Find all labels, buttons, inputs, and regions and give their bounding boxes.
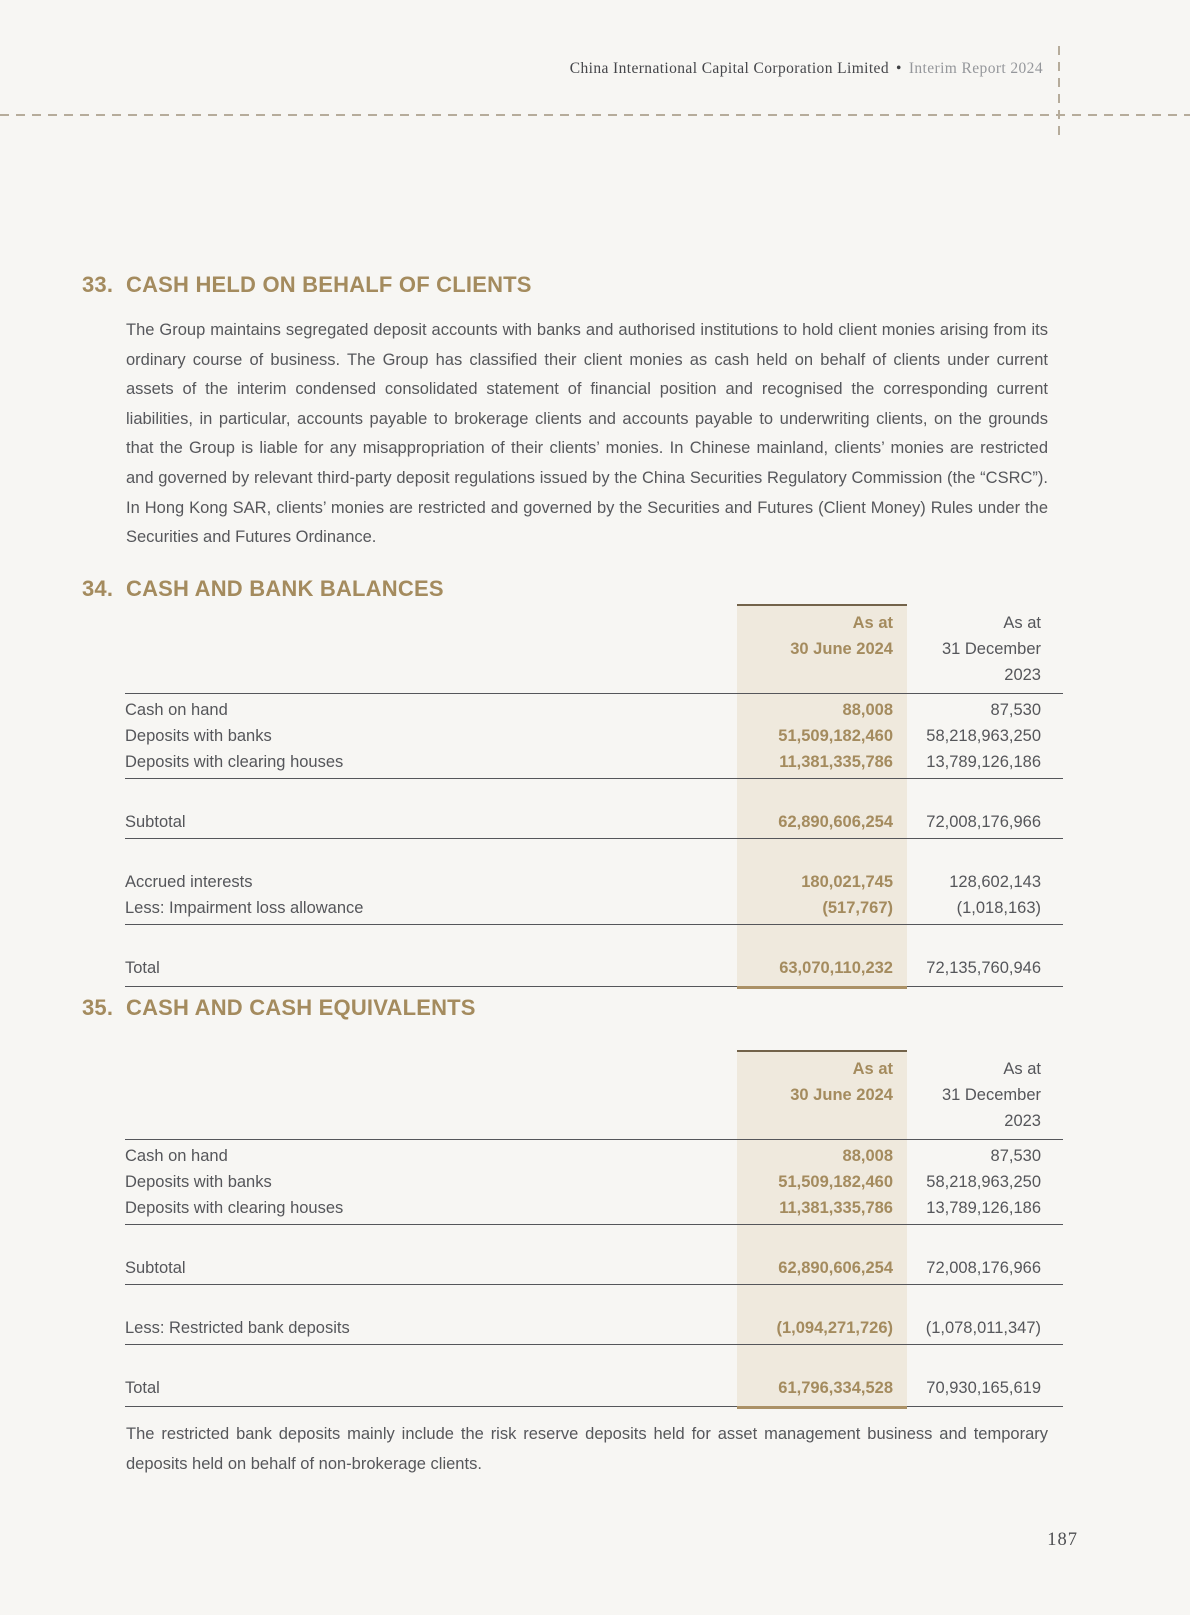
section-title: CASH HELD ON BEHALF OF CLIENTS	[126, 272, 532, 297]
column-header-2024: As at 30 June 2024	[790, 614, 893, 658]
vertical-dashed-divider	[1058, 46, 1060, 136]
value-2024: 61,796,334,528	[778, 1379, 893, 1397]
table-row	[125, 1195, 1063, 1221]
section-33-body: The Group maintains segregated deposit accounts with banks and authorised institutions to hold client monies arising from its ordinary course of business. The Group has classified their client monies as cash held on behalf of clients under current assets of the interim condensed consolidated statement of financial position and recognised the corresponding current liabilities, in particular, accounts payable to brokerage clients and accounts payable to underwriting clients, on the grounds that the Group is liable for any misappropriation of their clients’ monies. In Chinese mainland, clients’ monies are restricted and governed by relevant third-party deposit regulations issued by the China Securities Regulatory Commission (the “CSRC”). In Hong Kong SAR, clients’ monies are restricted and governed by the Securities and Futures (Client Money) Rules under the Securities and Futures Ordinance.	[126, 321, 1048, 547]
value-2023: 13,789,126,186	[926, 753, 1041, 771]
value-2024: 62,890,606,254	[778, 1259, 893, 1277]
section-34-heading	[82, 576, 444, 602]
table-row	[125, 723, 1063, 749]
value-2023: 72,135,760,946	[926, 959, 1041, 977]
table-row-total	[125, 1375, 1063, 1401]
value-2023: 72,008,176,966	[926, 813, 1041, 831]
separator-bullet: •	[896, 60, 902, 77]
value-2023: 58,218,963,250	[926, 727, 1041, 745]
highlight-column-bottom-edge	[737, 1406, 907, 1409]
table-row	[125, 1143, 1063, 1169]
section-number: 33.	[82, 272, 114, 297]
highlight-column-bottom-edge	[737, 986, 907, 989]
page-number: 187	[1047, 1530, 1078, 1550]
value-2024: 51,509,182,460	[778, 727, 893, 745]
table-row	[125, 1169, 1063, 1195]
section-title: CASH AND BANK BALANCES	[126, 576, 444, 601]
column-header-2023: As at 31 December 2023	[941, 1060, 1041, 1130]
value-2024: 63,070,110,232	[779, 959, 893, 977]
table-group	[125, 1252, 1063, 1284]
table-row-subtotal	[125, 1255, 1063, 1281]
section-number: 34.	[82, 576, 114, 601]
table-group	[125, 1140, 1063, 1224]
row-label: Total	[125, 959, 160, 977]
column-header-2024: As at 30 June 2024	[790, 1060, 893, 1104]
value-2023: (1,078,011,347)	[925, 1319, 1041, 1337]
table-group	[125, 1312, 1063, 1344]
table-header	[125, 604, 1063, 693]
value-2024: 11,381,335,786	[779, 1199, 893, 1217]
section-33-heading	[82, 272, 532, 298]
value-2024: 62,890,606,254	[778, 813, 893, 831]
divider	[125, 986, 1063, 987]
row-label: Total	[125, 1379, 160, 1397]
report-edition: Interim Report 2024	[908, 60, 1043, 77]
row-label: Cash on hand	[125, 701, 228, 719]
value-2023: 72,008,176,966	[926, 1259, 1041, 1277]
row-label: Deposits with banks	[125, 727, 272, 745]
table-row-subtotal	[125, 809, 1063, 835]
table-row-total	[125, 955, 1063, 981]
row-label: Subtotal	[125, 813, 186, 831]
section-title: CASH AND CASH EQUIVALENTS	[126, 995, 476, 1020]
value-2024: 88,008	[842, 701, 893, 719]
table-group	[125, 952, 1063, 986]
page-header	[570, 60, 1043, 78]
section-number: 35.	[82, 995, 114, 1020]
horizontal-dashed-divider	[0, 114, 1190, 116]
value-2023: 87,530	[990, 1147, 1041, 1165]
table-group	[125, 806, 1063, 838]
row-label: Deposits with clearing houses	[125, 753, 344, 771]
value-2024: 11,381,335,786	[779, 753, 893, 771]
value-2023: 87,530	[990, 701, 1041, 719]
row-label: Cash on hand	[125, 1147, 228, 1165]
value-2024: 88,008	[842, 1147, 893, 1165]
value-2023: 128,602,143	[949, 873, 1041, 891]
table-group	[125, 694, 1063, 778]
table-group	[125, 866, 1063, 924]
table-row	[125, 697, 1063, 723]
section-35-heading	[82, 995, 476, 1021]
cash-and-cash-equivalents-table	[125, 1050, 1063, 1407]
row-label: Accrued interests	[125, 873, 253, 891]
row-label: Less: Restricted bank deposits	[125, 1319, 350, 1337]
divider	[125, 1406, 1063, 1407]
table-group	[125, 1372, 1063, 1406]
table-row	[125, 749, 1063, 775]
row-label: Subtotal	[125, 1259, 186, 1277]
cash-and-bank-balances-table	[125, 604, 1063, 987]
row-label: Less: Impairment loss allowance	[125, 899, 364, 917]
column-header-2023: As at 31 December 2023	[941, 614, 1041, 684]
row-label: Deposits with clearing houses	[125, 1199, 344, 1217]
value-2024: (517,767)	[822, 899, 893, 917]
value-2023: 58,218,963,250	[926, 1173, 1041, 1191]
value-2024: 180,021,745	[801, 873, 893, 891]
table-header	[125, 1050, 1063, 1139]
table-row	[125, 869, 1063, 895]
row-label: Deposits with banks	[125, 1173, 272, 1191]
value-2023: (1,018,163)	[956, 899, 1041, 917]
value-2024: 51,509,182,460	[778, 1173, 893, 1191]
value-2023: 70,930,165,619	[926, 1379, 1041, 1397]
value-2023: 13,789,126,186	[926, 1199, 1041, 1217]
company-name: China International Capital Corporation Limited	[569, 60, 889, 77]
table-row	[125, 895, 1063, 921]
value-2024: (1,094,271,726)	[776, 1319, 893, 1337]
table-row	[125, 1315, 1063, 1341]
footnote: The restricted bank deposits mainly include the risk reserve deposits held for asset management business and temporary deposits held on behalf of non-brokerage clients.	[126, 1425, 1048, 1473]
